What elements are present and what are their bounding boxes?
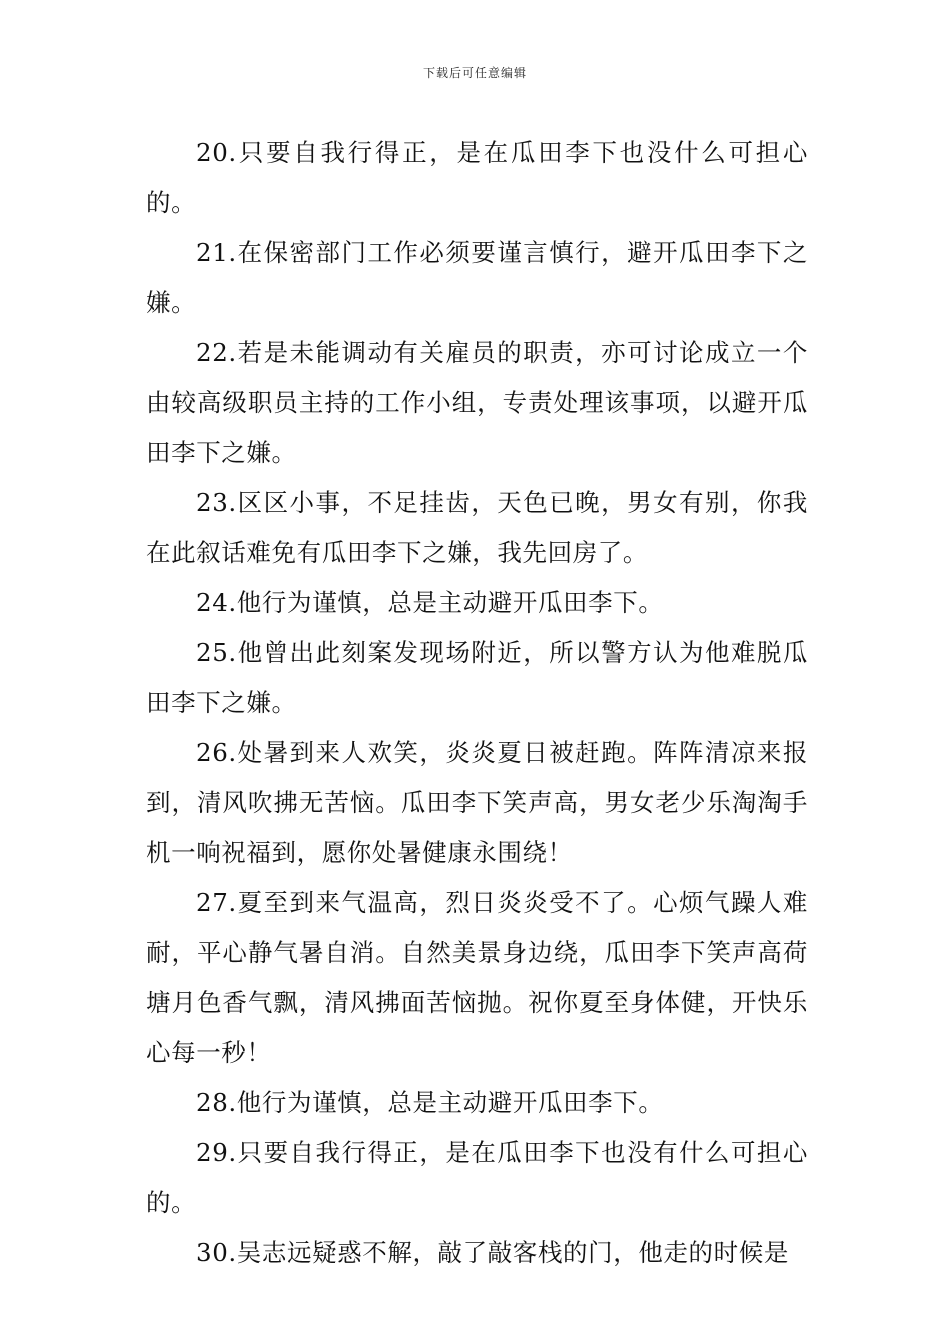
- document-body: [146, 128, 808, 1278]
- paragraph-22: 22.若是未能调动有关雇员的职责，亦可讨论成立一个由较高级职员主持的工作小组，专责处理该事项，以避开瓜田李下之嫌。: [146, 338, 808, 467]
- paragraph-28: 28.他行为谨慎，总是主动避开瓜田李下。: [196, 1088, 664, 1117]
- paragraph-25: 25.他曾出此刻案发现场附近，所以警方认为他难脱瓜田李下之嫌。: [146, 638, 808, 717]
- paragraph-23: 23.区区小事，不足挂齿，天色已晚，男女有别，你我在此叙话难免有瓜田李下之嫌，我先回房了。: [146, 488, 808, 567]
- page-header: 下载后可任意编辑: [422, 66, 527, 80]
- paragraph-26: 26.处暑到来人欢笑，炎炎夏日被赶跑。阵阵清凉来报到，清风吹拂无苦恼。瓜田李下笑声高，男女老少乐淘淘手机一响祝福到，愿你处暑健康永围绕！: [146, 738, 808, 867]
- paragraph-30: 30.吴志远疑惑不解，敲了敲客栈的门，他走的时候是: [196, 1238, 789, 1267]
- paragraph-20: 20.只要自我行得正，是在瓜田李下也没什么可担心的。: [146, 138, 808, 217]
- paragraph-21: 21.在保密部门工作必须要谨言慎行，避开瓜田李下之嫌。: [146, 238, 808, 317]
- paragraph-24: 24.他行为谨慎，总是主动避开瓜田李下。: [196, 588, 664, 617]
- paragraph-29: 29.只要自我行得正，是在瓜田李下也没有什么可担心的。: [146, 1138, 808, 1217]
- paragraph-27: 27.夏至到来气温高，烈日炎炎受不了。心烦气躁人难耐，平心静气暑自消。自然美景身边绕，瓜田李下笑声高荷塘月色香气飘，清风拂面苦恼抛。祝你夏至身体健，开快乐心每一秒！: [146, 888, 808, 1067]
